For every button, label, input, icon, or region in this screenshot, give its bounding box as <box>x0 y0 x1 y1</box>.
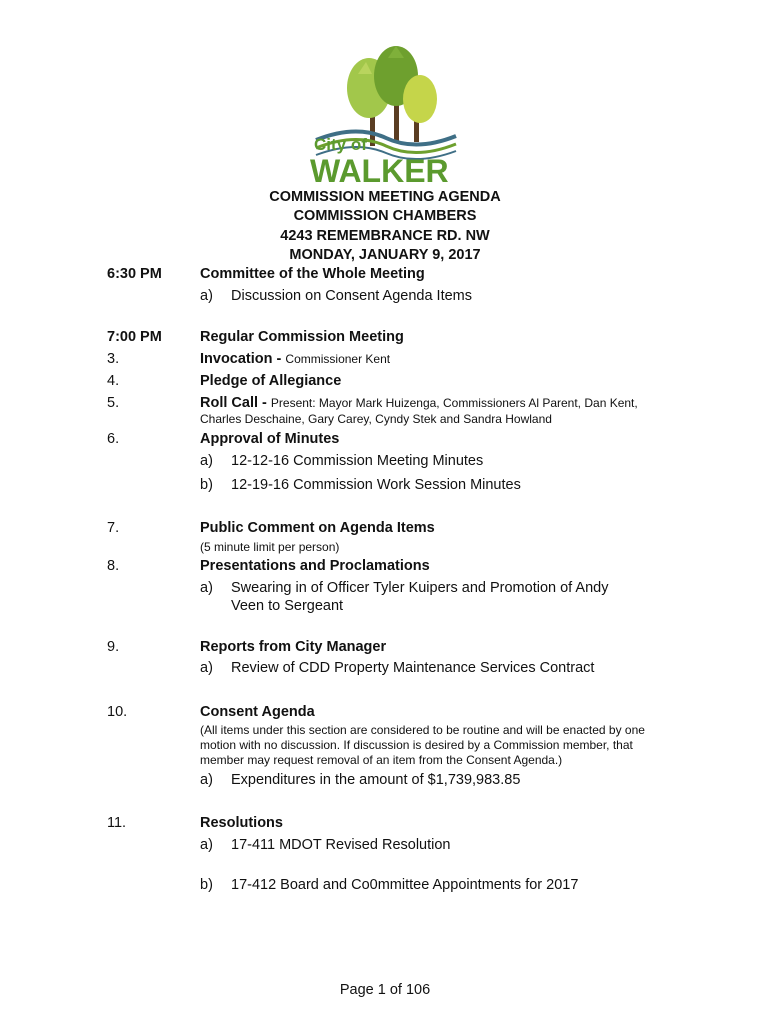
resolutions-title: Resolutions <box>200 815 283 831</box>
invocation-title: Invocation - <box>200 351 282 367</box>
time-630: 6:30 PM <box>107 266 162 282</box>
minutes-a-text: 12-12-16 Commission Meeting Minutes <box>231 453 484 469</box>
rollcall-detail-1: Present: Mayor Mark Huizenga, Commissioners Al Parent, Dan Kent, <box>270 396 638 410</box>
public-note: (5 minute limit per person) <box>200 540 340 554</box>
regular-title: Regular Commission Meeting <box>200 329 404 345</box>
header-line-3: 4243 REMEMBRANCE RD. NW <box>280 228 490 244</box>
rollcall-line <box>200 395 638 411</box>
presentations-a-letter: a) <box>200 580 213 596</box>
item-7-number: 7. <box>107 520 120 536</box>
consent-note-3: member may request removal of an item from the Consent Agenda.) <box>200 753 563 767</box>
header-line-1: COMMISSION MEETING AGENDA <box>269 189 501 205</box>
consent-note-1: (All items under this section are considered to be routine and will be enacted by one <box>200 723 645 737</box>
logo-text-top: City of <box>314 135 367 154</box>
minutes-a-letter: a) <box>200 453 213 469</box>
resolutions-b-letter: b) <box>200 877 213 893</box>
committee-a-letter: a) <box>200 288 213 304</box>
consent-a-letter: a) <box>200 772 213 788</box>
reports-title: Reports from City Manager <box>200 639 387 655</box>
item-5-number: 5. <box>107 395 120 411</box>
item-8-number: 8. <box>107 558 120 574</box>
item-6-number: 6. <box>107 431 120 447</box>
pledge-title: Pledge of Allegiance <box>200 373 342 389</box>
committee-a-text: Discussion on Consent Agenda Items <box>231 288 472 304</box>
item-10-number: 10. <box>107 704 128 720</box>
resolutions-b-text: 17-412 Board and Co0mmittee Appointments for 2017 <box>231 877 579 893</box>
minutes-title: Approval of Minutes <box>200 431 340 447</box>
public-title: Public Comment on Agenda Items <box>200 520 435 536</box>
city-logo <box>306 44 458 186</box>
consent-a-text: Expenditures in the amount of $1,739,983.85 <box>231 772 521 788</box>
minutes-b-letter: b) <box>200 477 213 493</box>
time-700: 7:00 PM <box>107 329 162 345</box>
presentations-title: Presentations and Proclamations <box>200 558 430 574</box>
rollcall-title: Roll Call - <box>200 395 267 411</box>
item-11-number: 11. <box>107 815 127 831</box>
header-line-2: COMMISSION CHAMBERS <box>293 208 477 224</box>
resolutions-a-text: 17-411 MDOT Revised Resolution <box>231 837 451 853</box>
logo-text-bottom: WALKER <box>310 153 449 186</box>
item-3-number: 3. <box>107 351 120 367</box>
committee-title: Committee of the Whole Meeting <box>200 266 425 282</box>
item-4-number: 4. <box>107 373 120 389</box>
reports-a-text: Review of CDD Property Maintenance Services Contract <box>231 660 595 676</box>
minutes-b-text: 12-19-16 Commission Work Session Minutes <box>231 477 521 493</box>
header-line-4: MONDAY, JANUARY 9, 2017 <box>289 247 481 263</box>
presentations-a-text-1: Swearing in of Officer Tyler Kuipers and Promotion of Andy <box>231 580 609 596</box>
item-9-number: 9. <box>107 639 120 655</box>
invocation-detail: Commissioner Kent <box>285 352 391 366</box>
page-number: Page 1 of 106 <box>339 982 431 998</box>
presentations-a-text-2: Veen to Sergeant <box>231 598 344 614</box>
consent-title: Consent Agenda <box>200 704 315 720</box>
reports-a-letter: a) <box>200 660 213 676</box>
invocation-line <box>200 351 390 367</box>
resolutions-a-letter: a) <box>200 837 213 853</box>
rollcall-detail-2: Charles Deschaine, Gary Carey, Cyndy Stek and Sandra Howland <box>200 412 552 426</box>
consent-note-2: motion with no discussion. If discussion is desired by a Commission member, that <box>200 738 633 752</box>
